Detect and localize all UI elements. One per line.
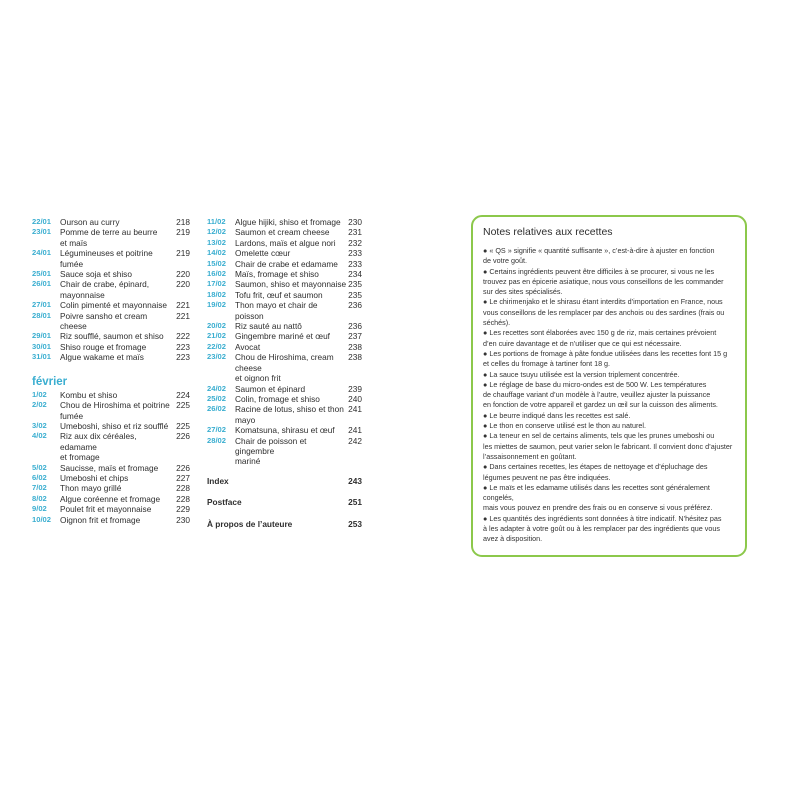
toc-entry-page: 218 (176, 217, 190, 227)
backmatter-entry (207, 497, 362, 507)
toc-entry-title: Riz soufflé, saumon et shiso (60, 331, 164, 342)
toc-entry-title: Sauce soja et shiso (60, 269, 132, 280)
toc-entry (207, 248, 362, 258)
toc-entry-title: Umeboshi, shiso et riz soufflé (60, 420, 169, 431)
toc-entry (32, 421, 190, 431)
note-item: ● Le chirimenjako et le shirasu étant interdits d’importation en France, nous vous conseillons de les remplacer par des anchois ou des sardines (frais ou séchés). (483, 297, 725, 328)
toc-entry-date: 18/02 (207, 289, 227, 299)
toc-entry-date: 8/02 (32, 493, 47, 503)
toc-entry-title: Komatsuna, shirasu et œuf (235, 425, 335, 436)
toc-entry (32, 331, 190, 341)
toc-entry-date: 16/02 (207, 269, 227, 279)
toc-entry (32, 400, 190, 421)
toc-entry-date: 29/01 (32, 331, 52, 341)
toc-entry-page: 234 (348, 269, 362, 280)
toc-entry-page: 225 (176, 400, 190, 411)
toc-entry-page: 241 (348, 404, 362, 415)
toc-entry-page: 238 (348, 341, 362, 352)
toc-entry-page: 235 (348, 289, 362, 300)
toc-entry (32, 494, 190, 504)
toc-entry-page: 229 (176, 504, 190, 515)
toc-entry-date: 11/02 (207, 217, 226, 226)
toc-entry-date: 24/01 (32, 248, 52, 258)
toc-entry-title: Chair de crabe, épinard, mayonnaise (60, 279, 150, 300)
note-item: ● La teneur en sel de certains aliments, tels que les prunes umeboshi ou les miettes de saumon, peut varier selon le fabricant. Il convient donc d’ajuster l’assaisonnement en goûtant. (483, 431, 733, 461)
toc-entry-title: Saumon et cream cheese (235, 227, 330, 238)
toc-entry-date: 5/02 (32, 462, 47, 472)
toc-entry-date: 30/01 (32, 341, 52, 351)
toc-entry-page: 223 (176, 341, 190, 352)
toc-entry-page: 219 (176, 248, 190, 259)
toc-entry-page: 219 (176, 227, 190, 238)
note-item: ● Le réglage de base du micro-ondes est de 500 W. Les températures de chauffage variant d’un modèle à l’autre, veuillez ajuster la puissance en fonction de votre appareil et gardez un œil sur la cuisson des aliments. (483, 379, 718, 410)
toc-entry (32, 300, 190, 310)
toc-entry-title: Algue wakame et maïs (60, 352, 144, 363)
toc-entry (207, 425, 362, 435)
toc-entry-date: 13/02 (207, 237, 227, 247)
toc-entry-page: 240 (348, 393, 362, 404)
toc-entry (207, 352, 362, 383)
toc-entry-date: 27/02 (207, 425, 227, 435)
toc-entry-page: 226 (176, 431, 190, 442)
toc-entry-title: Umeboshi et chips (60, 472, 129, 483)
note-item: ● Les recettes sont élaborées avec 150 g de riz, mais certaines prévoient d’en cuire davantage et de n’utiliser que ce qui est nécessaire. (483, 328, 717, 348)
toc-entry-page: 225 (176, 420, 190, 431)
toc-entry-title: Ourson au curry (60, 217, 120, 227)
toc-entry-date: 25/01 (32, 269, 52, 279)
note-item: ● Le beurre indiqué dans les recettes est salé. (483, 410, 631, 420)
toc-entry (207, 227, 362, 237)
toc-entry (32, 279, 190, 300)
toc-entry (32, 227, 190, 248)
toc-entry-date: 15/02 (207, 258, 227, 268)
toc-entry-title: Lardons, maïs et algue nori (235, 237, 336, 248)
toc-entry-page: 220 (176, 269, 190, 280)
toc-entry-date: 26/02 (207, 404, 227, 414)
toc-entry-title: Algue coréenne et fromage (60, 493, 161, 504)
backmatter-page: 251 (348, 497, 362, 508)
backmatter-label: À propos de l’auteure (207, 518, 293, 529)
toc-entry (32, 269, 190, 279)
toc-list-january (32, 217, 190, 363)
toc-entry-date: 22/01 (32, 217, 52, 226)
toc-entry (207, 394, 362, 404)
toc-entry-page: 238 (348, 352, 362, 363)
toc-entry-date: 22/02 (207, 341, 227, 351)
toc-column-left (32, 217, 190, 525)
toc-entry-page: 242 (348, 435, 362, 446)
toc-entry-date: 24/02 (207, 383, 227, 393)
toc-entry-page: 237 (348, 331, 362, 342)
note-item: ● La sauce tsuyu utilisée est la version triplement concentrée. (483, 369, 680, 379)
month-heading: février (32, 375, 68, 388)
toc-entry (207, 404, 362, 425)
toc-column-right (207, 217, 362, 540)
toc-entry-date: 2/02 (32, 400, 47, 410)
toc-entry-title: Avocat (235, 341, 261, 352)
toc-entry (207, 436, 362, 467)
toc-entry-date: 14/02 (207, 248, 227, 258)
toc-backmatter (207, 476, 362, 529)
toc-entry (32, 463, 190, 473)
toc-entry (207, 331, 362, 341)
toc-list-february-continued (207, 217, 362, 467)
toc-entry (207, 279, 362, 289)
backmatter-page: 243 (348, 475, 362, 486)
toc-entry-page: 224 (176, 389, 190, 400)
toc-entry (207, 321, 362, 331)
toc-entry-date: 21/02 (207, 331, 227, 341)
toc-entry-page: 233 (348, 248, 362, 259)
toc-entry-date: 7/02 (32, 483, 47, 493)
toc-entry-title: Chou de Hiroshima et poitrine fumée (60, 400, 170, 421)
toc-entry-title: Saumon et épinard (235, 383, 306, 394)
toc-entry-date: 17/02 (207, 279, 227, 289)
toc-entry (32, 504, 190, 514)
notes-list (483, 246, 733, 545)
toc-entry-title: Chair de crabe et edamame (235, 258, 338, 269)
toc-entry-date: 23/02 (207, 352, 227, 362)
toc-entry (32, 483, 190, 493)
toc-entry-date: 27/01 (32, 300, 52, 310)
toc-entry-title: Poulet frit et mayonnaise (60, 504, 152, 515)
note-item: ● Certains ingrédients peuvent être difficiles à se procurer, si vous ne les trouvez pas en épicerie asiatique, nous vous conseillons de les commander sur des sites spécialisés. (483, 266, 724, 297)
toc-entry-title: Chou de Hiroshima, cream cheese et oignon frit (235, 352, 334, 384)
toc-entry-date: 9/02 (32, 504, 47, 514)
toc-entry-title: Poivre sansho et cream cheese (60, 310, 148, 332)
toc-entry-page: 239 (348, 383, 362, 394)
toc-entry-title: Thon mayo grillé (60, 483, 122, 494)
toc-entry (207, 384, 362, 394)
toc-entry-date: 19/02 (207, 300, 227, 310)
toc-entry (32, 248, 190, 269)
toc-entry (32, 431, 190, 462)
toc-entry-title: Kombu et shiso (60, 389, 118, 400)
toc-entry (32, 342, 190, 352)
toc-entry-page: 228 (176, 483, 190, 494)
toc-entry-page: 226 (176, 462, 190, 473)
toc-entry-date: 23/01 (32, 227, 52, 237)
toc-entry-page: 228 (176, 493, 190, 504)
toc-entry (32, 515, 190, 525)
toc-entry (32, 390, 190, 400)
toc-entry-title: Pomme de terre au beurre et maïs (60, 227, 158, 248)
toc-entry-title: Riz sauté au nattô (235, 321, 302, 332)
note-item: ● Le maïs et les edamame utilisés dans les recettes sont généralement congelés, mais vous pouvez en prendre des frais ou en conserve si vous préférez. (483, 482, 713, 513)
toc-entry-page: 230 (176, 514, 190, 525)
note-item: ● « QS » signifie « quantité suffisante », c’est-à-dire à ajuster en fonction de votre goût. (483, 246, 715, 266)
toc-entry-date: 25/02 (207, 393, 227, 403)
toc-entry-title: Colin, fromage et shiso (235, 393, 320, 404)
toc-entry (207, 217, 362, 227)
toc-entry-page: 235 (348, 279, 362, 290)
toc-entry-page: 236 (348, 300, 362, 311)
backmatter-label: Index (207, 475, 229, 486)
toc-entry-date: 4/02 (32, 431, 47, 441)
backmatter-entry (207, 519, 362, 529)
toc-entry-title: Oignon frit et fromage (60, 514, 141, 525)
backmatter-page: 253 (348, 518, 362, 529)
toc-list-february (32, 390, 190, 525)
note-item: ● Les portions de fromage à pâte fondue utilisées dans les recettes font 15 g et celles du fromage à tartiner font 18 g. (483, 348, 728, 369)
toc-entry-title: Maïs, fromage et shiso (235, 269, 319, 280)
toc-entry-title: Chair de poisson et gingembre mariné (235, 435, 307, 467)
notes-box (471, 215, 747, 557)
toc-entry-page: 221 (176, 300, 190, 311)
toc-entry-date: 3/02 (32, 420, 47, 430)
toc-entry-date: 28/01 (32, 310, 52, 320)
toc-entry (207, 269, 362, 279)
toc-entry (207, 290, 362, 300)
toc-entry-date: 6/02 (32, 472, 47, 482)
toc-entry-date: 26/01 (32, 279, 52, 289)
toc-entry-date: 12/02 (207, 227, 227, 237)
toc-entry-title: Saucisse, maïs et fromage (60, 462, 159, 473)
toc-entry (207, 342, 362, 352)
toc-entry-title: Thon mayo et chair de poisson (235, 300, 318, 321)
toc-entry-title: Gingembre mariné et œuf (235, 331, 330, 342)
toc-entry-title: Omelette cœur (235, 248, 291, 259)
toc-entry-date: 31/01 (32, 352, 52, 362)
toc-entry-page: 220 (176, 279, 190, 290)
toc-entry-page: 232 (348, 237, 362, 248)
toc-entry-title: Riz aux dix céréales, edamame et fromage (60, 431, 137, 463)
toc-entry-page: 241 (348, 425, 362, 436)
note-item: ● Le thon en conserve utilisé est le thon au naturel. (483, 421, 646, 431)
toc-entry (32, 217, 190, 227)
toc-entry-title: Algue hijiki, shiso et fromage (235, 217, 341, 227)
toc-entry-page: 227 (176, 472, 190, 483)
toc-entry-page: 230 (348, 217, 362, 227)
toc-entry (207, 300, 362, 321)
backmatter-label: Postface (207, 497, 242, 508)
toc-entry-title: Légumineuses et poitrine fumée (60, 248, 153, 269)
toc-entry-date: 10/02 (32, 514, 52, 524)
toc-entry-page: 223 (176, 352, 190, 363)
toc-entry (32, 473, 190, 483)
toc-entry-date: 28/02 (207, 435, 227, 445)
notes-title: Notes relatives aux recettes (483, 226, 613, 238)
toc-entry-page: 236 (348, 321, 362, 332)
toc-entry (207, 238, 362, 248)
toc-entry (32, 352, 190, 362)
toc-entry-title: Racine de lotus, shiso et thon mayo (235, 404, 344, 425)
toc-entry-title: Shiso rouge et fromage (60, 341, 147, 352)
toc-entry-title: Colin pimenté et mayonnaise (60, 300, 167, 311)
note-item: ● Les quantités des ingrédients sont données à titre indicatif. N’hésitez pas à les adapter à votre goût ou à les remplacer par des ingrédients que vous avez à disposition. (483, 513, 722, 544)
toc-entry-page: 233 (348, 258, 362, 269)
toc-entry-title: Tofu frit, œuf et saumon (235, 289, 323, 300)
toc-entry-date: 20/02 (207, 321, 227, 331)
backmatter-entry (207, 476, 362, 486)
toc-entry-page: 222 (176, 331, 190, 342)
note-item: ● Dans certaines recettes, les étapes de nettoyage et d’épluchage des légumes peuvent ne pas être indiquées. (483, 462, 708, 482)
toc-entry-title: Saumon, shiso et mayonnaise (235, 279, 347, 290)
toc-entry (32, 311, 190, 332)
toc-entry-date: 1/02 (32, 389, 47, 399)
toc-entry (207, 259, 362, 269)
toc-entry-page: 231 (348, 227, 362, 238)
toc-entry-page: 221 (176, 310, 190, 321)
